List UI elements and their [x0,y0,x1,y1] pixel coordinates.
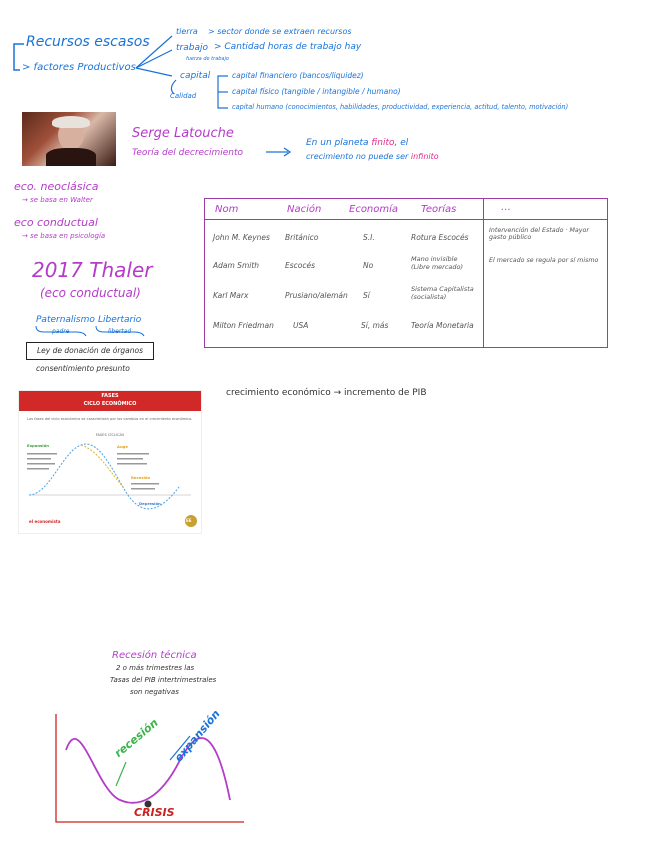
thaler-padre: padre [52,328,70,335]
thaler-paternalismo: Paternalismo [36,315,95,325]
table-cell: Mano invisible (Libre mercado) [411,255,464,271]
mindmap-title: Recursos escasos [26,34,150,50]
mindmap-trabajo-desc: > Cantidad horas de trabajo hay [214,42,362,52]
mindmap-trabajo: trabajo [176,43,208,53]
eco-conductual: eco conductual [14,216,98,229]
table-cell: Británico [285,233,319,242]
thaler-consentimiento: consentimiento presunto [36,364,130,373]
table-cell: Karl Marx [213,291,249,300]
table-cell: El mercado se regula por sí mismo [489,257,599,264]
quote-finito: finito [371,138,395,148]
recesion-line1: 2 o más trimestres las [116,664,195,672]
table-cell: Sí [363,291,370,300]
slide-label-auge: Auge [117,444,128,449]
table-cell: Escocés [285,261,316,270]
table-header-teorias: Teorías [421,204,457,215]
table-cell: Adam Smith [213,261,260,270]
table-header-nacion: Nación [287,204,322,215]
latouche-quote-line2 [306,152,439,161]
recesion-line2: Tasas del PIB intertrimestrales [110,676,217,684]
thaler-ley-box: Ley de donación de órganos [26,342,154,360]
growth-text: crecimiento económico → incremento de PIB [226,388,427,398]
ciclo-slide [18,390,202,534]
slide-footer-logo: el economista [29,519,61,524]
table-header-extra: … [501,202,511,213]
table-col-divider [483,199,484,347]
economists-table [204,198,608,348]
table-cell: Sí, más [361,321,389,330]
latouche-quote-line1 [306,138,408,148]
table-cell: John M. Keynes [213,233,270,242]
mindmap-capital-1: capital financiero (bancos/liquidez) [232,71,364,80]
table-cell: Sistema Capitalista (socialista) [411,285,474,301]
graph-label-crisis: CRISIS [134,806,175,819]
mindmap-factores: > factores Productivos [22,62,136,73]
slide-sub: FASES CÍCLICAS [95,433,125,437]
slide-header-2: CICLO ECONÓMICO [83,401,137,407]
slide-label-depresion: Depresión [139,501,161,506]
mindmap-tierra-desc: > sector donde se extraen recursos [208,27,352,36]
table-cell: Teoría Monetaria [411,321,474,330]
mindmap-trabajo-sub: fuerza de trabajo [186,56,229,62]
table-cell: Intervención del Estado · Mayor gasto público [489,227,589,241]
portrait-hair-shape [52,116,90,128]
quote-part: , el [394,138,409,148]
table-cell: Rotura Escocés [411,233,469,242]
mindmap-tierra: tierra [176,27,198,36]
slide-header-1: FASES [101,393,119,399]
quote-part: crecimiento no puede ser [306,152,409,161]
quote-part: En un planeta [306,138,369,148]
table-cell: Milton Friedman [213,321,274,330]
eco-conductual-sub: → se basa en psicología [22,232,106,240]
table-header-nom: Nom [215,204,239,215]
quote-infinito: infinito [410,152,439,161]
slide-cycle-chart [19,391,201,533]
portrait-body-shape [46,148,96,166]
slide-intro: Las fases del ciclo económico se caracterizan por los cambios en el crecimiento económico. [27,417,193,421]
thaler-title: 2017 Thaler [32,258,153,282]
eco-neoclasica-sub: → se basa en Walter [22,196,93,204]
table-cell: No [363,261,374,270]
table-header-economia: Economía [349,204,399,215]
mindmap-capital: capital [180,71,211,81]
table-cell: Prusiano/alemán [285,291,348,300]
recesion-title: Recesión técnica [112,650,197,661]
slide-label-expansion: Expansión [27,443,49,448]
mindmap-calidad: Calidad [170,92,197,100]
latouche-theory: Teoría del decrecimiento [132,148,244,158]
thaler-subtitle: (eco conductual) [40,286,141,300]
latouche-photo [22,112,116,166]
slide-footer-badge: EE [186,518,192,523]
table-cell: USA [293,321,309,330]
table-cell: S.I. [363,233,375,242]
table-header-divider [205,219,607,220]
graph-label-recesion: recesión [112,716,161,760]
mindmap-capital-3: capital humano (conocimientos, habilidades, productividad, experiencia, actitud, talento, motivación) [232,103,569,111]
eco-neoclasica: eco. neoclásica [14,180,99,193]
recesion-line3: son negativas [130,688,179,696]
latouche-name: Serge Latouche [132,126,234,141]
thaler-libertad: libertad [108,328,132,335]
slide-label-recesion: Recesión [131,475,151,480]
thaler-libertario: Libertario [98,315,142,325]
mindmap-capital-2: capital físico (tangible / intangible / humano) [232,87,401,96]
graph-label-expansion: expansión [172,707,223,765]
